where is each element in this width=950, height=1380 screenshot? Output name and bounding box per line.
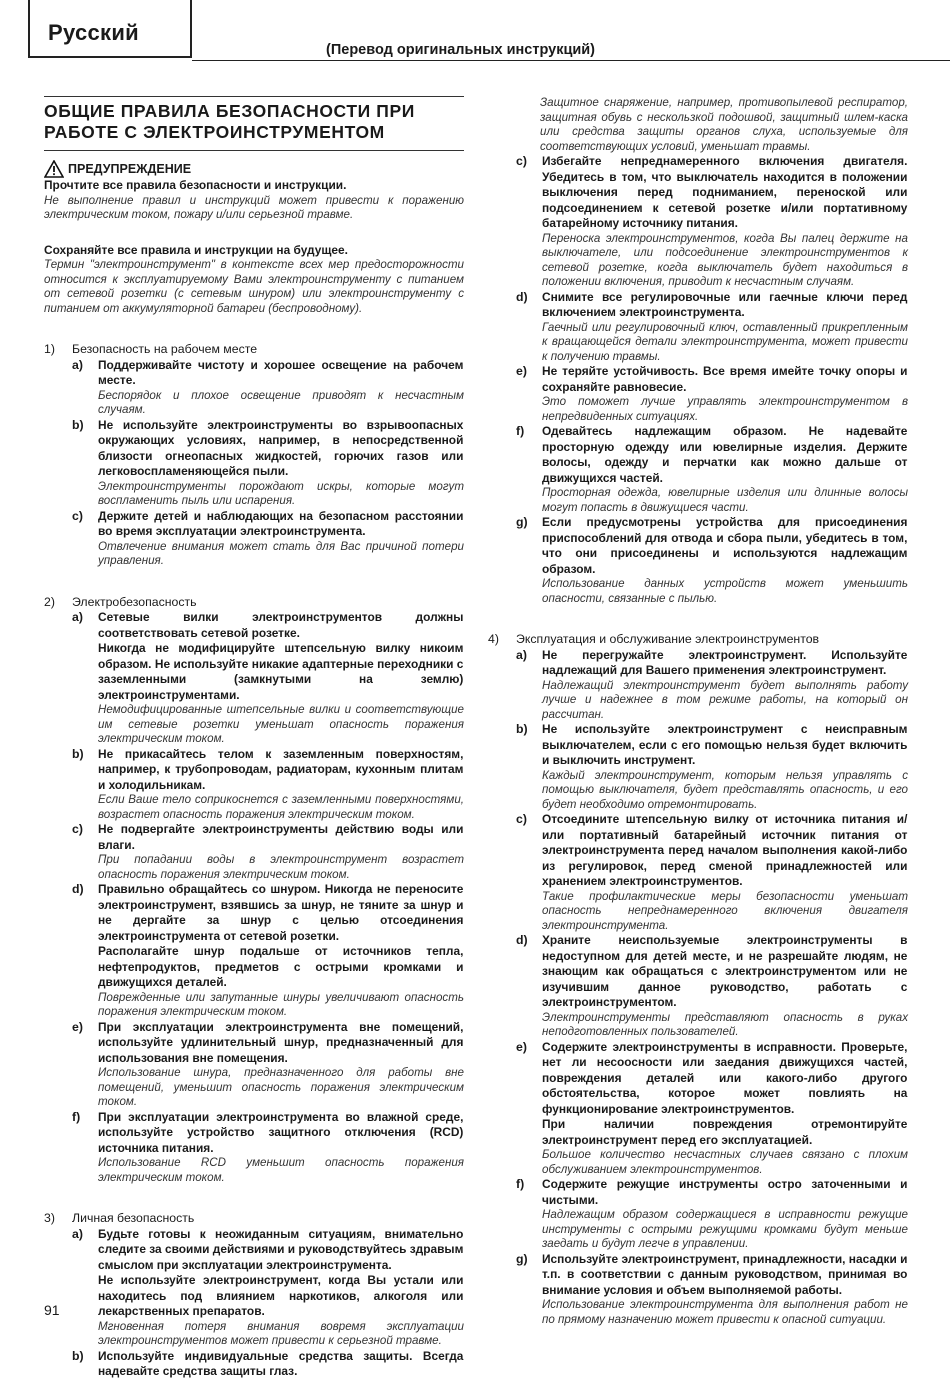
list-item: a) Сетевые вилки электроинструментов должны соответствовать сетевой розетке. Никогда не модифицируйте штепсельную вилку никоим образом. Не используйте никакие адаптерные переходники с заземленными (замкнутыми на землю) электроинструментами. Немодифицированные штепсельные вилки и соответствующие им сетевые розетки уменьшат опасность поражения электрическим током.: [72, 610, 464, 745]
list-item: e) Не теряйте устойчивость. Все время имейте точку опоры и сохраняйте равновесие. Это поможет лучше управлять электроинструментом в непредвиденных ситуациях.: [516, 364, 908, 423]
page-title: ОБЩИЕ ПРАВИЛА БЕЗОПАСНОСТИ ПРИ РАБОТЕ С ЭЛЕКТРОИНСТРУМЕНТОМ: [44, 96, 464, 151]
list-item-continued: Защитное снаряжение, например, противопылевой респиратор, защитная обувь с нескользкой подошвой, защитный шлем-каска или средства защиты органов слуха, используемые для соответствующих условий, уменьшат травмы.: [540, 96, 908, 153]
left-column: [44, 96, 464, 1380]
list-item: a) Поддерживайте чистоту и хорошее освещение на рабочем месте. Беспорядок и плохое освещение приводят к несчастным случаям.: [72, 357, 464, 416]
section-heading: 3) Личная безопасность: [44, 1211, 195, 1225]
section-title: Электробезопасность: [72, 594, 197, 609]
header-rule: [192, 60, 950, 61]
document-subtitle: (Перевод оригинальных инструкций): [326, 42, 596, 58]
intro-term-definition: Термин "электроинструмент" в контексте всех мер предосторожности относится к эксплуатируемому Вами электроинструменту с питанием от сетевой розетки (с сетевым шнуром) или электроинструменту с питанием от аккумуляторной батареи (беспроводному).: [44, 258, 464, 315]
page-number: 91: [44, 1302, 60, 1318]
language-label: Русский: [48, 20, 139, 45]
language-tab: [28, 0, 192, 58]
section-heading: 1) Безопасность на рабочем месте: [44, 342, 258, 356]
list-item: b) Не используйте электроинструменты во взрывоопасных окружающих условиях, например, в непосредственной близости огнеопасных жидкостей, горючих газов или легковоспламеняющейся пыли. Электроинструменты порождают искры, которые могут воспламенить пыль или испарения.: [72, 417, 464, 507]
warning-triangle-icon: [44, 160, 64, 178]
list-item: g) Используйте электроинструмент, принадлежности, насадки и т.п. в соответствии с данным руководством, принимая во внимание условия и объем выполняемой работы. Использование электроинструмента для выполнения работ не по прямому назначению может привести к опасной ситуации.: [516, 1251, 908, 1326]
section-title: Личная безопасность: [72, 1211, 195, 1225]
intro-read-rules: Прочтите все правила безопасности и инструкции.: [44, 178, 347, 192]
list-item: a) Будьте готовы к неожиданным ситуациям, внимательно следите за своими действиями и руководствуйтесь здравым смыслом при эксплуатации электроинструмента. Не используйте электроинструмент, когда Вы устали или находитесь под влиянием наркотиков, алкоголя или лекарственных препаратов. Мгновенная потеря внимания вовремя эксплуатации электроинструментов может привести к серьезной травме.: [72, 1226, 464, 1347]
list-item: b) Используйте индивидуальные средства защиты. Всегда надевайте средства защиты глаз.: [72, 1348, 464, 1378]
list-item: b) Не прикасайтесь телом к заземленным поверхностям, например, к трубопроводам, радиаторам, кухонным плитам и холодильникам. Если Ваше тело соприкоснется с заземленными поверхностями, возрастет опасность поражения электрическим током.: [72, 746, 464, 821]
warning-label: ПРЕДУПРЕЖДЕНИЕ: [68, 161, 192, 176]
right-column: [488, 96, 908, 1327]
list-item: c) Не подвергайте электроинструменты действию воды или влаги. При попадании воды в электроинструмент возрастет опасность поражения электрическим током.: [72, 822, 464, 881]
list-item: c) Избегайте непреднамеренного включения двигателя. Убедитесь в том, что выключатель находится в положении выключения перед подниманием, переноской или подсоединением к сетевой розетке и/или портативному батарейному источнику питания. Переноска электроинструментов, когда Вы палец держите на выключателе, или подсоединение электроинструментов к сетевой розетке, когда выключатель будет находиться в положении включения, приводит к несчастным случаям.: [516, 154, 908, 288]
list-item: c) Отсоедините штепсельную вилку от источника питания и/или портативный батарейный источник питания от электроинструмента перед началом выполнения какой-либо из регулировок, перед сменой принадлежностей или хранением электроинструментов. Такие профилактические меры безопасности уменьшат опасность непреднамеренного включения двигателя электроинструмента.: [516, 812, 908, 932]
list-item: b) Не используйте электроинструмент с неисправным выключателем, если с его помощью нельзя будет включить и выключить инструмент. Каждый электроинструмент, которым нельзя управлять с помощью выключателя, будет представлять опасность, и его будет необходимо отремонтировать.: [516, 722, 908, 811]
list-item: d) Снимите все регулировочные или гаечные ключи перед включением электроинструмента. Гаечный или регулировочный ключ, оставленный прикрепленным к вращающейся детали электроинструмента, может привести к получению травмы.: [516, 289, 908, 363]
list-item: f) Одевайтесь надлежащим образом. Не надевайте просторную одежду или ювелирные изделия. Держите волосы, одежду и перчатки как можно дальше от движущихся частей. Просторная одежда, ювелирные изделия или длинные волосы могут попасть в движущиеся части.: [516, 424, 908, 514]
list-item: f) Содержите режущие инструменты остро заточенными и чистыми. Надлежащим образом содержащиеся в исправности режущие инструменты с острыми режущими кромками будут меньше заедать и будут легче в управлении.: [516, 1177, 908, 1250]
section-heading: 2) Электробезопасность: [44, 594, 197, 609]
section-heading: 4) Эксплуатация и обслуживание электроинструментов: [488, 632, 820, 646]
list-item: e) При эксплуатации электроинструмента вне помещений, используйте удлинительный шнур, предназначенный для использования вне помещения. Использование шнура, предназначенного для работы вне помещений, уменьшит опасность поражения электрическим током.: [72, 1019, 464, 1108]
list-item: e) Содержите электроинструменты в исправности. Проверьте, нет ли несоосности или заедания движущихся частей, повреждения деталей или какого-либо другого обстоятельства, которое может повлиять на функционирование электроинструментов. При наличии повреждения отремонтируйте электроинструмент перед его эксплуатацией. Большое количество несчастных случаев связано с плохим обслуживанием электроинструментов.: [516, 1039, 908, 1176]
list-item: g) Если предусмотрены устройства для присоединения приспособлений для отвода и сбора пыли, убедитесь в том, что они присоединены и используются надлежащим образом. Использование данных устройств может уменьшить опасности, связанные с пылью.: [516, 515, 908, 605]
list-item: c) Держите детей и наблюдающих на безопасном расстоянии во время эксплуатации электроинструмента. Отвлечение внимания может стать для Вас причиной потери управления.: [72, 508, 464, 567]
section-title: Безопасность на рабочем месте: [72, 342, 258, 356]
list-item: a) Не перегружайте электроинструмент. Используйте надлежащий для Вашего применения электроинструмент. Надлежащий электроинструмент будет выполнять работу лучше и надежнее в том режиме работы, на который он рассчитан.: [516, 647, 908, 721]
warning-heading: [44, 160, 464, 178]
intro-keep-rules: Сохраняйте все правила и инструкции на будущее.: [44, 242, 348, 257]
intro-read-rules-note: Не выполнение правил и инструкций может привести к поражению электрическим током, пожару и/или серьезной травме.: [44, 193, 464, 221]
section-title: Эксплуатация и обслуживание электроинструментов: [516, 632, 820, 646]
list-item: d) Правильно обращайтесь со шнуром. Никогда не переносите электроинструмент, взявшись за шнур, не тяните за шнур и не дергайте за шнур с целью отсоединения электроинструмента от сетевой розетки. Располагайте шнур подальше от источников тепла, нефтепродуктов, предметов с острыми кромками и движущихся деталей. Поврежденные или запутанные шнуры увеличивают опасность поражения электрическим током.: [72, 882, 464, 1018]
list-item: d) Храните неиспользуемые электроинструменты в недоступном для детей месте, и не разрешайте людям, не знающим как обращаться с электроинструментом или не изучившим данное руководство, работать с электроинструментом. Электроинструменты представляют опасность в руках неподготовленных пользователей.: [516, 933, 908, 1038]
list-item: f) При эксплуатации электроинструмента во влажной среде, используйте устройство защитного отключения (RCD) источника питания. Использование RCD уменьшит опасность поражения электрическим током.: [72, 1109, 464, 1184]
